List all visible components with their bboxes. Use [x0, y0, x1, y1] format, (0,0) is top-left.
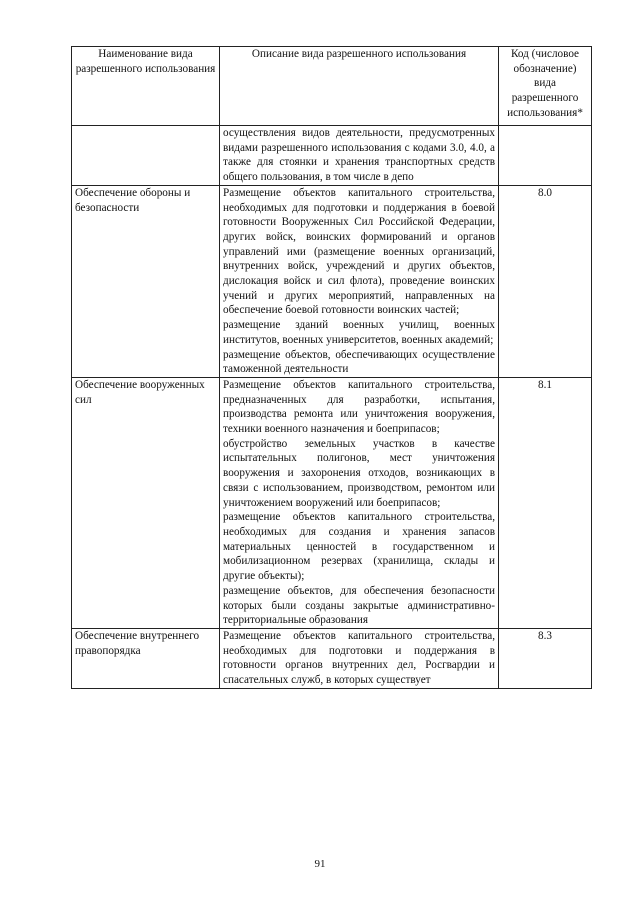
table-row — [72, 628, 592, 688]
row-description — [220, 126, 499, 186]
description-paragraph: размещение объектов, обеспечивающих осуществление таможенной деятельности — [223, 348, 495, 376]
header-code: Код (числовое обозначение) вида разрешенного использования* — [499, 47, 592, 126]
row-description — [220, 185, 499, 377]
row-code: 8.0 — [499, 185, 592, 377]
row-code: 8.1 — [499, 377, 592, 628]
page-number: 91 — [314, 858, 326, 870]
row-name: Обеспечение вооруженных сил — [72, 377, 220, 628]
table-row — [72, 126, 592, 186]
description-paragraph: осуществления видов деятельности, предусмотренных видами разрешенного использования с кодами 3.0, 4.0, а также для стоянки и хранения транспортных средств общего пользования, в том числе в депо — [223, 127, 495, 184]
land-use-table — [71, 46, 592, 689]
row-description — [220, 377, 499, 628]
table-row — [72, 377, 592, 628]
row-name: Обеспечение внутреннего правопорядка — [72, 628, 220, 688]
description-paragraph: обустройство земельных участков в качестве испытательных полигонов, мест уничтожения вооружения и захоронения отходов, возникающих в связи с использованием, производством, ремонтом или уничтожением вооружений или боеприпасов; — [223, 437, 495, 509]
description-paragraph: Размещение объектов капитального строительства, необходимых для подготовки и поддержания в готовности органов внутренних дел, Росгвардии и спасательных служб, в которых существует — [223, 629, 495, 687]
table-row — [72, 185, 592, 377]
description-paragraph: размещение объектов капитального строительства, необходимых для создания и хранения запасов материальных ценностей в государственном и мобилизационном резервах (хранилища, склады и другие объекты); — [223, 511, 495, 583]
row-description — [220, 628, 499, 688]
row-code — [499, 126, 592, 186]
table-header-row — [72, 47, 592, 126]
row-name — [72, 126, 220, 186]
header-description: Описание вида разрешенного использования — [220, 47, 499, 126]
row-code: 8.3 — [499, 628, 592, 688]
row-name: Обеспечение обороны и безопасности — [72, 185, 220, 377]
header-name: Наименование вида разрешенного использования — [72, 47, 220, 126]
description-paragraph: размещение зданий военных училищ, военных институтов, военных университетов, военных академий; — [223, 319, 495, 346]
description-paragraph: размещение объектов, для обеспечения безопасности которых были созданы закрытые административно-территориальные образования — [223, 584, 495, 627]
description-paragraph: Размещение объектов капитального строительства, необходимых для подготовки и поддержания в боевой готовности Вооруженных Сил Российской Федерации, других войск, воинских формирований и органов управлений ими (размещение военных организаций, внутренних войск, учреждений и других объектов, дислокация войск и сил флота), проведение воинских учений и других мероприятий, направленных на обеспечение боевой готовности воинских частей; — [223, 186, 495, 317]
description-paragraph: Размещение объектов капитального строительства, предназначенных для разработки, испытания, производства ремонта или уничтожения вооружения, техники военного назначения и боеприпасов; — [223, 378, 495, 436]
